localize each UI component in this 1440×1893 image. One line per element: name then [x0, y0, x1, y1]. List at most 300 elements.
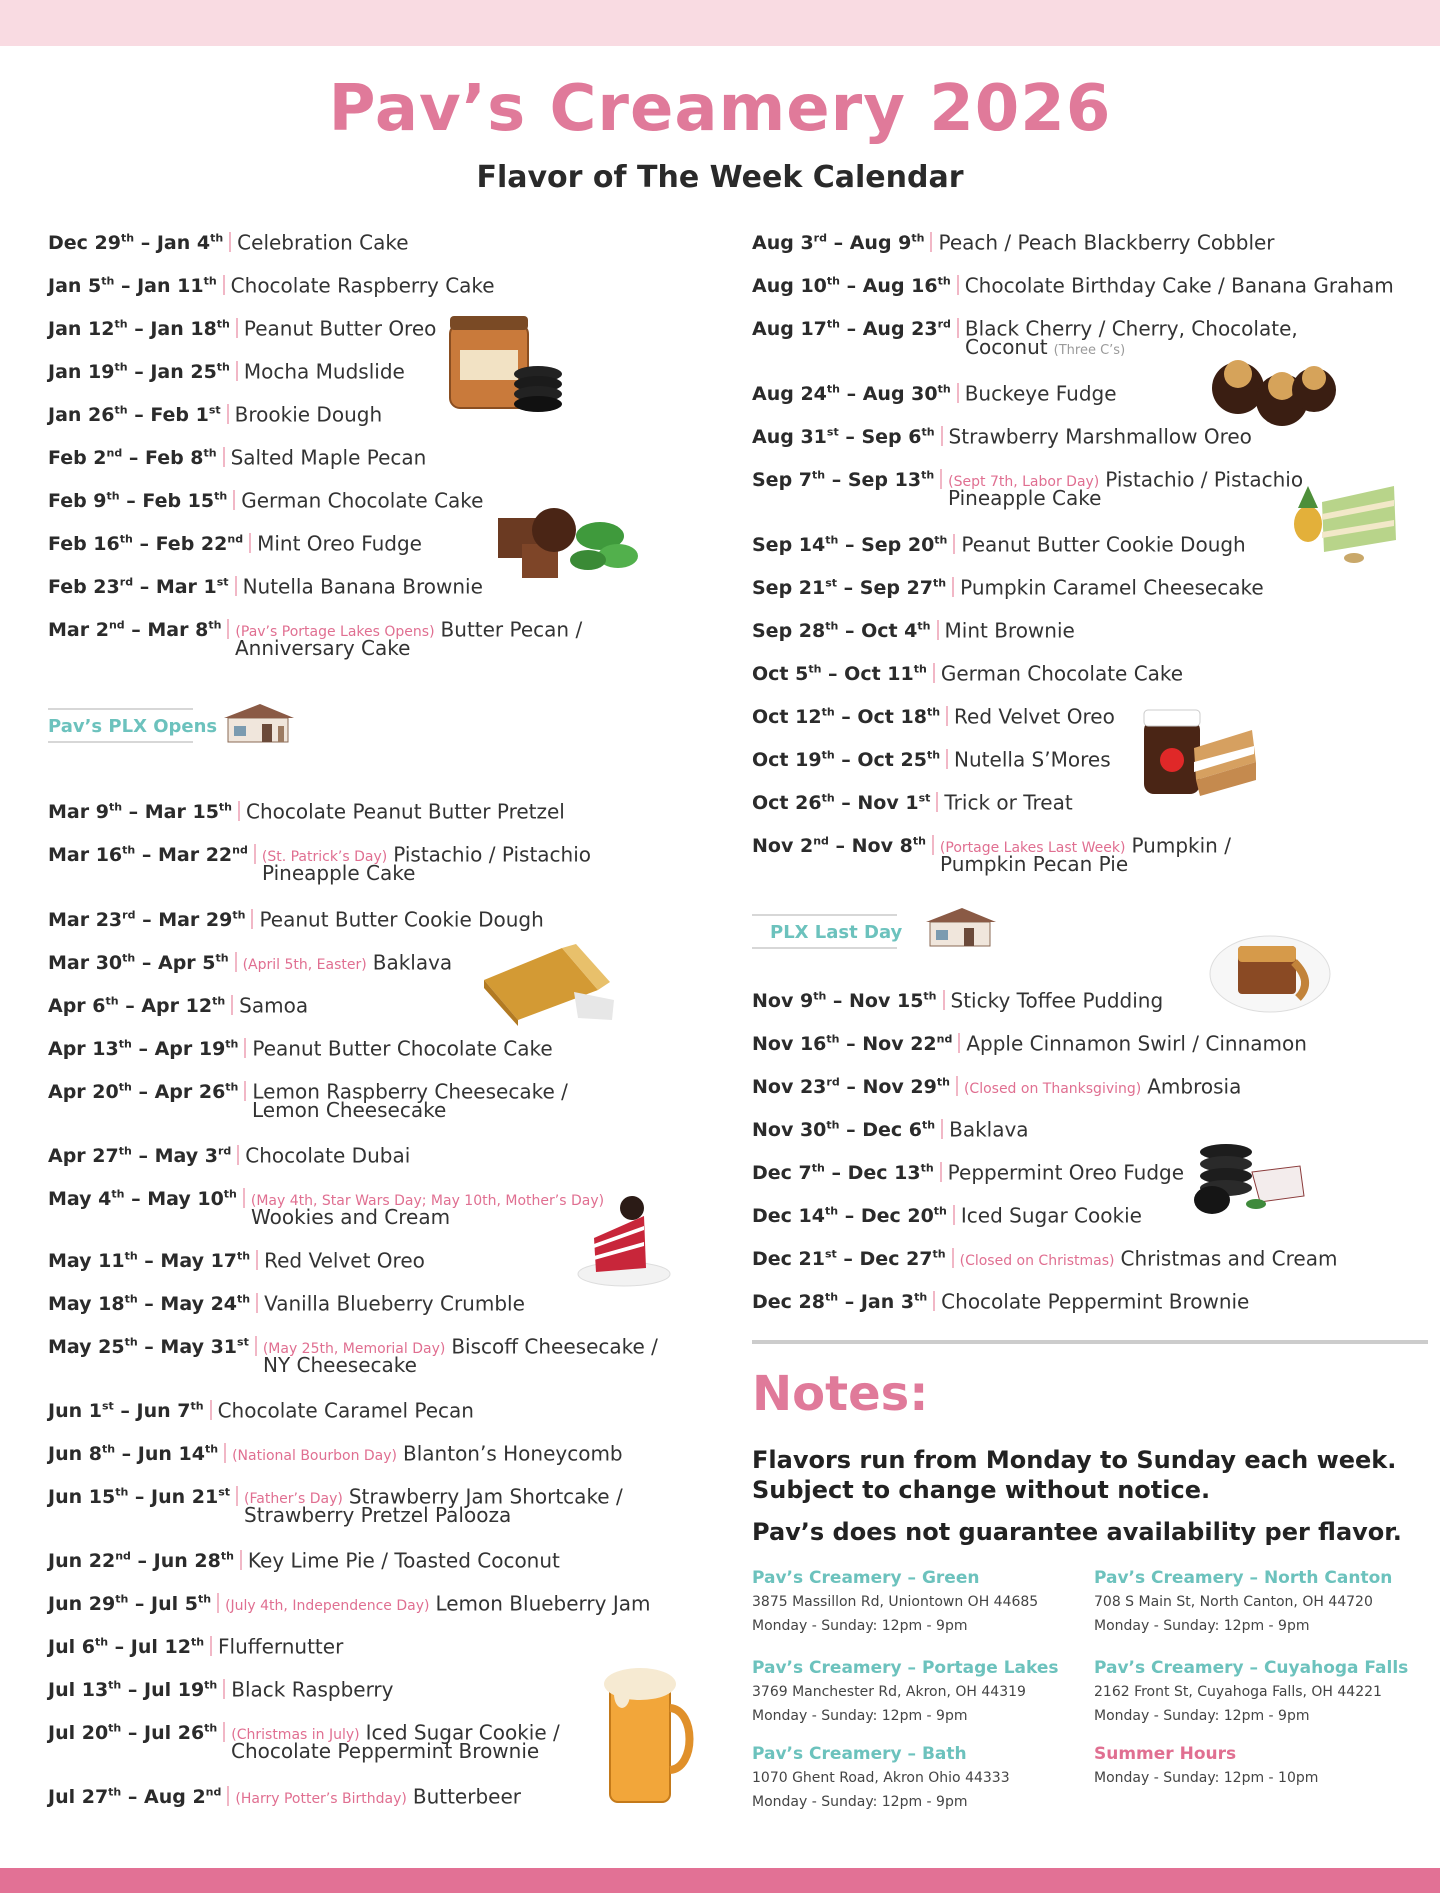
start-date: Oct 19 [752, 749, 822, 772]
start-suffix: th [122, 952, 136, 965]
flavor-name: Baklava [949, 1117, 1029, 1142]
row-separator [217, 1593, 219, 1613]
end-suffix: th [912, 835, 926, 848]
start-suffix: rd [826, 1076, 840, 1089]
start-date: Aug 17 [752, 318, 827, 341]
end-date: Jan 4 [156, 232, 211, 255]
schedule-row [48, 1782, 521, 1810]
location-green [752, 1566, 1038, 1638]
week-dates: Sep 14th – Sep 20th [752, 534, 948, 557]
location-address: 708 S Main St, North Canton, OH 44720 [1094, 1594, 1373, 1610]
end-date: Jun 14 [137, 1443, 205, 1466]
row-separator [937, 620, 939, 640]
notes-line-1: Flavors run from Monday to Sunday each week. [752, 1446, 1397, 1474]
schedule-row [752, 986, 1163, 1012]
flavor-subnote: (Three C’s) [1053, 343, 1126, 358]
end-date: Apr 19 [154, 1038, 226, 1061]
start-suffix: rd [813, 232, 827, 245]
row-separator [236, 318, 238, 338]
location-portage-lakes [752, 1656, 1059, 1728]
chocolate-mint-icon [480, 500, 646, 590]
start-date: Jul 13 [48, 1679, 109, 1702]
row-separator [941, 426, 943, 446]
flavor-name: Mint Brownie [944, 618, 1075, 643]
flavor-name: Samoa [239, 993, 309, 1018]
flavor-name: Apple Cinnamon Swirl / Cinnamon [966, 1031, 1307, 1056]
flavor-name: German Chocolate Cake [241, 488, 484, 513]
end-suffix: th [214, 490, 228, 503]
end-suffix: th [204, 1679, 218, 1692]
end-date: Feb 22 [155, 533, 228, 556]
week-dates: Aug 10th – Aug 16th [752, 275, 951, 298]
start-suffix: th [825, 620, 839, 633]
schedule-row [48, 228, 409, 254]
row-separator [953, 1205, 955, 1225]
week-dates: Jan 5th – Jan 11th [48, 275, 217, 298]
end-date: Feb 15 [142, 490, 215, 513]
start-suffix: th [108, 801, 123, 814]
schedule-row [48, 314, 436, 340]
toffee-pudding-icon [1208, 922, 1332, 1014]
week-dates: Nov 23rd – Nov 29th [752, 1076, 950, 1099]
end-suffix: rd [937, 318, 951, 331]
flavor-name: Butter Pecan / [440, 617, 583, 642]
flavor-name-line2: Chocolate Peppermint Brownie [231, 1739, 540, 1763]
location-hours: Monday - Sunday: 12pm - 9pm [1094, 1708, 1310, 1724]
page-subtitle: Flavor of The Week Calendar [476, 160, 964, 195]
row-separator [233, 490, 235, 510]
week-dates: Mar 2nd – Mar 8th [48, 619, 222, 642]
start-suffix: nd [813, 835, 829, 848]
end-date: Aug 2 [144, 1786, 206, 1809]
end-suffix: th [212, 995, 226, 1008]
flavor-name: Pistachio / Pistachio [1105, 467, 1304, 492]
end-date: Jul 12 [130, 1636, 191, 1659]
row-separator [255, 1336, 257, 1356]
schedule-row [48, 1289, 525, 1315]
start-date: Aug 31 [752, 426, 827, 449]
start-suffix: th [108, 1679, 122, 1692]
holiday-note: (National Bourbon Day) [232, 1448, 398, 1465]
start-date: May 18 [48, 1293, 125, 1316]
start-suffix: th [118, 1081, 132, 1094]
end-date: Jul 5 [151, 1593, 198, 1616]
schedule-row [48, 905, 544, 931]
row-separator [223, 447, 225, 467]
start-date: Jan 19 [48, 361, 115, 384]
start-date: Jun 15 [48, 1486, 116, 1509]
schedule-row [48, 271, 495, 297]
flavor-name: Blanton’s Honeycomb [403, 1441, 623, 1466]
start-date: Oct 5 [752, 663, 809, 686]
end-suffix: th [225, 1038, 239, 1051]
flavor-name: Trick or Treat [944, 790, 1073, 815]
buckeye-fudge-icon [1206, 350, 1338, 430]
row-separator [957, 275, 959, 295]
start-date: May 4 [48, 1188, 112, 1211]
start-suffix: th [101, 1443, 116, 1456]
week-dates: Jun 29th – Jul 5th [48, 1593, 212, 1616]
week-dates: Dec 21st – Dec 27th [752, 1248, 946, 1271]
flavor-name: Biscoff Cheesecake / [451, 1334, 658, 1359]
flavor-name: Key Lime Pie / Toasted Coconut [247, 1548, 560, 1573]
end-suffix: st [216, 576, 229, 589]
week-dates: Apr 27th – May 3rd [48, 1145, 232, 1168]
week-dates: Sep 21st – Sep 27th [752, 577, 947, 600]
end-date: Apr 5 [157, 952, 216, 975]
start-suffix: th [826, 318, 840, 331]
end-suffix: th [215, 952, 229, 965]
start-suffix: th [101, 275, 115, 288]
week-dates: Aug 17th – Aug 23rd [752, 318, 951, 341]
end-date: Dec 6 [862, 1119, 922, 1142]
start-suffix: st [825, 577, 838, 590]
flavor-name: Mocha Mudslide [243, 359, 405, 384]
end-suffix: th [923, 990, 937, 1003]
schedule-row [752, 1201, 1142, 1227]
end-date: Nov 15 [849, 990, 924, 1013]
end-date: Sep 20 [861, 534, 935, 557]
holiday-note: (Closed on Christmas) [959, 1253, 1115, 1270]
row-separator [952, 577, 954, 597]
schedule-row [48, 1034, 553, 1060]
schedule-row [752, 379, 1117, 405]
schedule-row [752, 1029, 1307, 1055]
end-suffix: nd [227, 533, 244, 546]
end-date: Apr 12 [141, 995, 213, 1018]
flavor-continuation [231, 1740, 539, 1762]
row-separator [946, 749, 948, 769]
start-date: Mar 30 [48, 952, 123, 975]
week-dates: Nov 16th – Nov 22nd [752, 1033, 953, 1056]
start-suffix: nd [115, 1550, 131, 1563]
week-dates: Mar 9th – Mar 15th [48, 801, 233, 824]
start-date: Apr 6 [48, 995, 106, 1018]
week-dates: Sep 7th – Sep 13th [752, 469, 935, 492]
flavor-name-line2: Pineapple Cake [948, 486, 1102, 510]
week-dates: Jun 22nd – Jun 28th [48, 1550, 234, 1573]
row-separator [249, 533, 251, 553]
end-suffix: nd [936, 1033, 953, 1046]
end-date: Aug 9 [849, 232, 912, 255]
week-dates: Jun 1st – Jun 7th [48, 1400, 204, 1423]
end-date: Oct 4 [861, 620, 918, 643]
start-date: Jun 1 [48, 1400, 102, 1423]
row-separator [952, 1248, 954, 1268]
flavor-name: Black Cherry / Cherry, Chocolate, [964, 316, 1298, 341]
schedule-row [48, 1675, 394, 1701]
start-suffix: th [811, 1162, 825, 1175]
start-date: Apr 27 [48, 1145, 119, 1168]
schedule-row [48, 1439, 623, 1467]
end-suffix: th [920, 1162, 934, 1175]
end-suffix: th [190, 1400, 204, 1413]
end-date: Dec 27 [859, 1248, 933, 1271]
schedule-row [752, 422, 1252, 448]
flavor-name: Ambrosia [1147, 1074, 1242, 1099]
holiday-note: (July 4th, Independence Day) [225, 1598, 430, 1615]
week-dates: Jan 26th – Feb 1st [48, 404, 221, 427]
end-date: Apr 26 [154, 1081, 226, 1104]
flavor-name: Lemon Raspberry Cheesecake / [252, 1079, 568, 1104]
end-date: Dec 13 [847, 1162, 921, 1185]
shop-icon [222, 700, 298, 748]
row-separator [940, 1162, 942, 1182]
start-date: Jun 22 [48, 1550, 116, 1573]
flavor-name-line2: Pumpkin Pecan Pie [940, 852, 1129, 876]
page-title: Pav’s Creamery 2026 [328, 72, 1112, 146]
nutella-smores-icon [1140, 700, 1260, 810]
plx-opens-rule-bottom [48, 741, 193, 743]
week-dates: Mar 16th – Mar 22nd [48, 844, 248, 867]
row-separator [223, 1722, 225, 1742]
schedule-row [48, 357, 405, 383]
plx-opens-rule [48, 708, 193, 710]
plx-opens-label: Pav’s PLX Opens [48, 716, 218, 737]
week-dates: Oct 5th – Oct 11th [752, 663, 927, 686]
start-date: Jun 29 [48, 1593, 116, 1616]
row-separator [256, 1250, 258, 1270]
row-separator [223, 1679, 225, 1699]
week-dates: Jun 8th – Jun 14th [48, 1443, 219, 1466]
row-separator [254, 844, 256, 864]
flavor-name: Lemon Blueberry Jam [435, 1591, 651, 1616]
end-date: Feb 8 [144, 447, 204, 470]
end-suffix: st [208, 404, 221, 417]
schedule-row [48, 400, 382, 426]
location-hours: Monday - Sunday: 12pm - 9pm [752, 1794, 968, 1810]
end-suffix: th [190, 1636, 205, 1649]
flavor-name: Black Raspberry [231, 1677, 394, 1702]
start-suffix: th [94, 1636, 109, 1649]
week-dates: Dec 14th – Dec 20th [752, 1205, 947, 1228]
end-date: Oct 18 [857, 706, 927, 729]
start-date: Oct 12 [752, 706, 822, 729]
start-date: Dec 21 [752, 1248, 825, 1271]
schedule-row [752, 745, 1111, 771]
week-dates: Jul 27th – Aug 2nd [48, 1786, 222, 1809]
flavor-name: Iced Sugar Cookie [960, 1203, 1142, 1228]
flavor-name-line2: NY Cheesecake [263, 1353, 417, 1377]
holiday-note: (April 5th, Easter) [242, 957, 367, 974]
start-suffix: th [826, 275, 840, 288]
start-suffix: th [118, 1145, 132, 1158]
week-dates: Dec 29th – Jan 4th [48, 232, 224, 255]
end-suffix: st [918, 792, 931, 805]
start-suffix: th [115, 1486, 129, 1499]
end-date: Jun 7 [136, 1400, 191, 1423]
row-separator [229, 232, 231, 252]
notes-title: Notes: [752, 1366, 929, 1422]
flavor-name: Mint Oreo Fudge [257, 531, 422, 556]
end-date: Dec 20 [860, 1205, 934, 1228]
flavor-name: Peppermint Oreo Fudge [947, 1160, 1185, 1185]
end-date: Mar 1 [155, 576, 217, 599]
flavor-name: Nutella S’Mores [954, 747, 1111, 772]
row-separator [957, 318, 959, 338]
pistachio-cake-icon [1290, 478, 1402, 564]
start-date: Feb 2 [48, 447, 107, 470]
flavor-name: Peanut Butter Cookie Dough [259, 907, 544, 932]
notes-line-3: Pav’s does not guarantee availability per flavor. [752, 1518, 1402, 1546]
end-suffix: th [926, 749, 941, 762]
end-date: May 17 [160, 1250, 238, 1273]
schedule-row [752, 1287, 1249, 1313]
start-suffix: rd [119, 576, 134, 589]
holiday-note: (May 4th, Star Wars Day; May 10th, Mother’s Day) [250, 1193, 605, 1210]
start-date: Dec 28 [752, 1291, 825, 1314]
start-date: Feb 9 [48, 490, 107, 513]
peanut-butter-oreo-icon [446, 310, 566, 420]
week-dates: May 18th – May 24th [48, 1293, 251, 1316]
flavor-name: Peanut Butter Cookie Dough [961, 532, 1246, 557]
start-suffix: th [824, 1291, 839, 1304]
start-date: Aug 3 [752, 232, 814, 255]
schedule-row [752, 788, 1073, 814]
flavor-name: Peanut Butter Oreo [243, 316, 437, 341]
end-date: Nov 1 [857, 792, 919, 815]
end-suffix: th [197, 1593, 212, 1606]
end-date: Jan 25 [150, 361, 217, 384]
end-date: Oct 25 [857, 749, 927, 772]
row-separator [256, 1293, 258, 1313]
notes-line-2: Subject to change without notice. [752, 1476, 1211, 1504]
start-date: Sep 21 [752, 577, 826, 600]
flavor-continuation [251, 1206, 450, 1228]
butterbeer-mug-icon [600, 1660, 696, 1810]
start-date: Jan 26 [48, 404, 115, 427]
location-name: Pav’s Creamery – Bath [752, 1744, 967, 1764]
schedule-row [48, 797, 565, 823]
start-date: Feb 16 [48, 533, 120, 556]
end-suffix: th [208, 619, 222, 632]
week-dates: Jul 6th – Jul 12th [48, 1636, 205, 1659]
end-date: May 10 [147, 1188, 224, 1211]
flavor-name-line2: Strawberry Pretzel Palooza [244, 1503, 512, 1527]
schedule-row [752, 573, 1264, 599]
end-suffix: th [914, 1291, 928, 1304]
end-date: Mar 8 [147, 619, 209, 642]
start-suffix: th [120, 232, 135, 245]
start-suffix: th [124, 1293, 138, 1306]
end-suffix: th [934, 534, 948, 547]
end-date: Aug 16 [862, 275, 938, 298]
location-name: Pav’s Creamery – Green [752, 1568, 980, 1588]
end-date: Jun 28 [153, 1550, 221, 1573]
start-suffix: th [118, 1038, 132, 1051]
start-suffix: th [821, 792, 835, 805]
week-dates: Jun 15th – Jun 21st [48, 1486, 231, 1509]
row-separator [953, 534, 955, 554]
end-date: Aug 23 [862, 318, 938, 341]
schedule-row [752, 659, 1183, 685]
start-date: Apr 13 [48, 1038, 119, 1061]
schedule-row [48, 1396, 474, 1422]
start-date: Nov 23 [752, 1076, 827, 1099]
baklava-icon [478, 940, 616, 1028]
end-suffix: th [237, 1293, 251, 1306]
end-suffix: th [911, 232, 925, 245]
end-suffix: th [220, 1550, 234, 1563]
start-date: Nov 16 [752, 1033, 827, 1056]
flavor-continuation [948, 487, 1101, 509]
row-separator [933, 1291, 935, 1311]
start-suffix: th [825, 534, 839, 547]
row-separator [930, 232, 932, 252]
start-suffix: th [105, 995, 119, 1008]
schedule-row [752, 1244, 1337, 1272]
schedule-row [48, 1141, 410, 1167]
start-date: Mar 2 [48, 619, 109, 642]
end-suffix: th [232, 909, 246, 922]
location-hours: Monday - Sunday: 12pm - 9pm [752, 1708, 968, 1724]
row-separator [238, 801, 240, 821]
flavor-name: Peach / Peach Blackberry Cobbler [938, 230, 1275, 255]
end-date: May 31 [160, 1336, 238, 1359]
summer-hours-value: Monday - Sunday: 12pm - 10pm [1094, 1770, 1319, 1786]
schedule-row [752, 1158, 1184, 1184]
flavor-name: Chocolate Peppermint Brownie [941, 1289, 1250, 1314]
row-separator [224, 1443, 226, 1463]
end-date: Nov 8 [851, 835, 913, 858]
row-separator [940, 469, 942, 489]
end-suffix: th [933, 1205, 947, 1218]
start-suffix: th [826, 1033, 840, 1046]
end-suffix: rd [217, 1145, 232, 1158]
flavor-name: Iced Sugar Cookie / [365, 1720, 560, 1745]
row-separator [956, 1076, 958, 1096]
start-suffix: th [114, 361, 128, 374]
end-suffix: th [216, 361, 230, 374]
end-suffix: th [216, 318, 230, 331]
end-date: Jul 26 [144, 1722, 205, 1745]
week-dates: Oct 19th – Oct 25th [752, 749, 941, 772]
end-date: Aug 30 [862, 383, 938, 406]
schedule-row [752, 616, 1075, 642]
flavor-name: Fluffernutter [218, 1634, 344, 1659]
end-date: Sep 27 [859, 577, 934, 600]
week-dates: May 4th – May 10th [48, 1188, 237, 1211]
start-suffix: th [115, 1593, 129, 1606]
week-dates: Jul 20th – Jul 26th [48, 1722, 218, 1745]
end-suffix: th [203, 447, 217, 460]
start-date: Sep 7 [752, 469, 813, 492]
schedule-row [752, 530, 1246, 556]
oreo-stack-icon [1190, 1136, 1310, 1216]
start-suffix: st [824, 1248, 837, 1261]
flavor-name: Sticky Toffee Pudding [950, 988, 1164, 1013]
start-date: Jun 8 [48, 1443, 102, 1466]
end-date: Jan 3 [860, 1291, 915, 1314]
end-date: May 3 [154, 1145, 218, 1168]
week-dates: Jan 19th – Jan 25th [48, 361, 230, 384]
row-separator [235, 576, 237, 596]
flavor-name: Celebration Cake [237, 230, 409, 255]
start-suffix: th [119, 533, 133, 546]
row-separator [235, 952, 237, 972]
end-suffix: st [237, 1336, 249, 1349]
start-suffix: th [808, 663, 822, 676]
row-separator [243, 1188, 245, 1208]
flavor-name: Chocolate Birthday Cake / Banana Graham [964, 273, 1394, 298]
flavor-continuation [235, 637, 410, 659]
flavor-name-line2: Wookies and Cream [251, 1205, 451, 1229]
flavor-name-line2: Coconut [965, 335, 1048, 359]
flavor-name: Butterbeer [412, 1784, 521, 1809]
summer-hours [1094, 1742, 1318, 1790]
holiday-note: (Harry Potter’s Birthday) [235, 1791, 407, 1808]
flavor-name: Baklava [372, 950, 453, 975]
